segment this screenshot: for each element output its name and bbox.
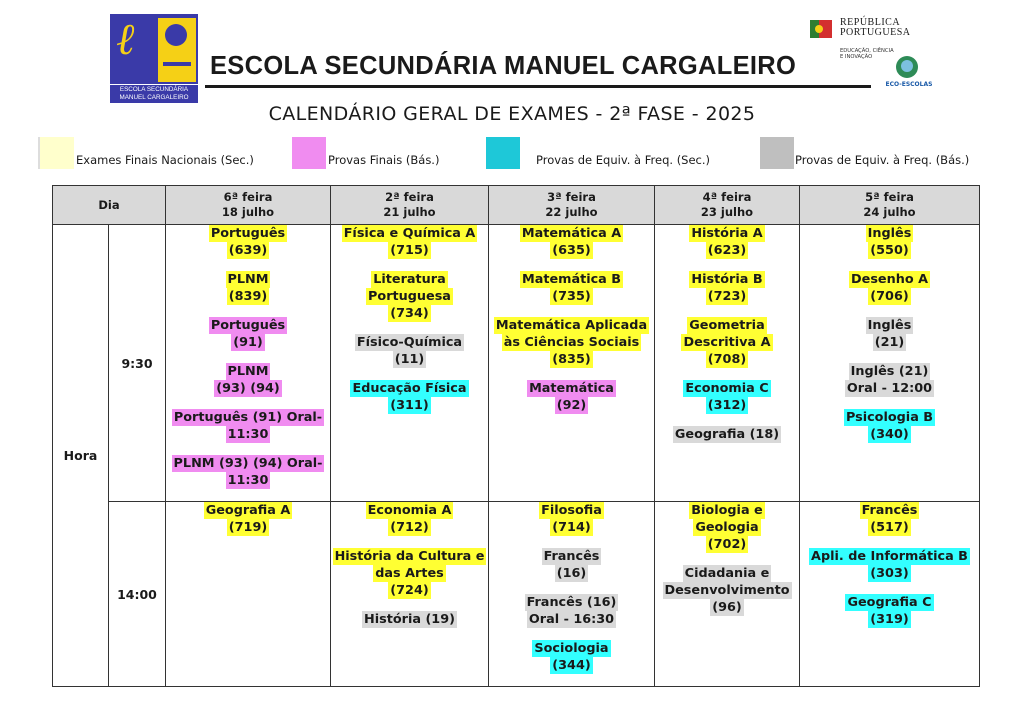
exam-entry-line: História A (691, 226, 763, 241)
header-rule (205, 85, 871, 88)
exam-entry-line: Matemática B (521, 272, 622, 287)
legend-swatch (486, 137, 520, 169)
exam-entry-line: Desenvolvimento (664, 583, 790, 598)
exam-cell (489, 502, 655, 687)
republic-line1: REPÚBLICA (840, 17, 901, 28)
exam-calendar-table (52, 185, 980, 687)
logo-caption (110, 85, 198, 103)
table-row-morning (53, 225, 980, 502)
day-header (800, 186, 980, 225)
exam-entry-line: Francês (16) (526, 595, 617, 610)
page-title: CALENDÁRIO GERAL DE EXAMES - 2ª FASE - 2025 (268, 103, 756, 125)
exam-entry-line: (706) (870, 289, 909, 304)
legend-label: Provas de Equiv. à Freq. (Bás.) (795, 153, 970, 167)
exam-entry (166, 409, 330, 443)
exam-entry-line: Cidadania e (684, 566, 770, 581)
exam-entry-line: (91) (233, 335, 263, 350)
exam-entry-line: (16) (556, 566, 587, 581)
exam-entry-line: (839) (228, 289, 268, 304)
exam-entry (655, 565, 799, 616)
exam-entry (655, 426, 799, 443)
weekday: 3ª feira (547, 190, 596, 204)
exam-entry-line: Português (91) Oral- (173, 410, 323, 425)
date: 24 julho (863, 205, 916, 219)
exam-entry-line: (517) (870, 520, 909, 535)
exam-entry-line: (96) (712, 600, 742, 615)
exam-entry-line: (734) (390, 306, 429, 321)
legend-item-exames-nacionais (38, 137, 288, 171)
legend-swatch (38, 137, 74, 169)
exam-entry-line: (714) (552, 520, 591, 535)
exam-entry-line: Matemática Aplicada (495, 318, 648, 333)
exam-entry (166, 225, 330, 259)
exam-entry-line: História da Cultura e (334, 549, 485, 564)
date: 18 julho (221, 205, 275, 219)
exam-entry (489, 502, 654, 536)
school-logo (110, 14, 198, 84)
exam-entry (331, 380, 488, 414)
exam-entry (489, 225, 654, 259)
exam-entry (331, 548, 488, 599)
weekday: 2ª feira (385, 190, 434, 204)
exam-entry-line: PLNM (93) (94) Oral- (173, 456, 323, 471)
ministry-line2: E INOVAÇÃO (840, 54, 873, 60)
ministry-line1: EDUCAÇÃO, CIÊNCIA (840, 48, 894, 54)
exam-entry (489, 380, 654, 414)
exam-entry (331, 271, 488, 322)
exam-entry-line: Geografia A (205, 503, 291, 518)
exam-entry-line: (303) (870, 566, 909, 581)
exam-entry (166, 502, 330, 536)
exam-entry-line: (723) (707, 289, 747, 304)
exam-entry-line: (11) (394, 352, 425, 367)
school-name: ESCOLA SECUNDÁRIA MANUEL CARGALEIRO (210, 52, 797, 80)
exam-entry-line: (715) (390, 243, 429, 258)
time-slot: 9:30 (109, 225, 166, 502)
exam-entry-line: História (19) (364, 612, 455, 627)
logo-bar (163, 62, 191, 66)
exam-cell (331, 225, 489, 502)
exam-entry-line: Físico-Química (356, 335, 463, 350)
exam-entry-line: Português (210, 226, 286, 241)
logo-caption-line2: MANUEL CARGALEIRO (119, 94, 189, 101)
exam-entry-line: Matemática A (521, 226, 622, 241)
exam-entry-line: (639) (228, 243, 268, 258)
exam-entry-line: (835) (552, 352, 591, 367)
exam-entry-line: Educação Física (352, 381, 467, 396)
exam-entry-line: (550) (870, 243, 909, 258)
legend-swatch (760, 137, 794, 169)
exam-cell (800, 225, 980, 502)
exam-entry-line: Economia C (685, 381, 769, 396)
exam-entry-line: Geografia C (847, 595, 932, 610)
legend-swatch (292, 137, 326, 169)
exam-entry (166, 271, 330, 305)
exam-entry (489, 548, 654, 582)
exam-entry (331, 611, 488, 628)
exam-entry-line: (719) (228, 520, 268, 535)
legend-item-provas-finais (292, 137, 472, 171)
exam-entry (655, 502, 799, 553)
legend-label: Exames Finais Nacionais (Sec.) (76, 153, 254, 167)
eco-label: ECO-ESCOLAS (885, 81, 933, 88)
exam-entry (489, 640, 654, 674)
exam-entry-line: Economia A (367, 503, 452, 518)
exam-entry-line: (312) (707, 398, 747, 413)
table-header-row (53, 186, 980, 225)
republic-line2: PORTUGUESA (840, 27, 911, 38)
exam-entry (800, 409, 979, 443)
exam-entry (331, 225, 488, 259)
exam-entry (800, 271, 979, 305)
date: 22 julho (545, 205, 598, 219)
exam-entry-line: (635) (552, 243, 591, 258)
table-row-afternoon (53, 502, 980, 687)
exam-entry-line: (344) (552, 658, 591, 673)
exam-entry-line: Inglês (867, 226, 912, 241)
exam-entry (166, 363, 330, 397)
exam-entry-line: (623) (707, 243, 747, 258)
exam-entry (331, 502, 488, 536)
portugal-flag-icon (810, 20, 832, 38)
exam-entry-line: Literatura (373, 272, 446, 287)
date: 21 julho (383, 205, 436, 219)
exam-entry-line: Oral - 16:30 (528, 612, 615, 627)
exam-entry (166, 455, 330, 489)
exam-entry (655, 380, 799, 414)
exam-entry-line: Sociologia (534, 641, 609, 656)
exam-entry-line: Francês (861, 503, 918, 518)
legend-item-equiv-sec (486, 137, 746, 171)
legend-label: Provas de Equiv. à Freq. (Sec.) (536, 153, 711, 167)
time-slot: 14:00 (109, 502, 166, 687)
exam-entry-line: (21) (874, 335, 905, 350)
exam-entry-line: Apli. de Informática B (811, 549, 968, 564)
exam-entry (800, 225, 979, 259)
day-header (166, 186, 331, 225)
logo-glyph: ℓ (116, 14, 135, 65)
exam-entry (331, 334, 488, 368)
exam-entry-line: Física e Química A (343, 226, 476, 241)
republic-text (840, 18, 911, 38)
exam-entry-line: Francês (543, 549, 600, 564)
legend-item-equiv-bas (760, 137, 1022, 171)
exam-entry-line: (708) (707, 352, 747, 367)
exam-entry-line: (319) (870, 612, 909, 627)
exam-entry (166, 317, 330, 351)
exam-entry (655, 317, 799, 368)
logo-caption-line1: ESCOLA SECUNDÁRIA (119, 86, 189, 93)
exam-cell (800, 502, 980, 687)
exam-entry (800, 502, 979, 536)
exam-entry-line: História B (691, 272, 763, 287)
exam-entry-line: PLNM (227, 364, 269, 379)
exam-entry-line: Inglês (21) (850, 364, 929, 379)
exam-entry (800, 594, 979, 628)
hora-label: Hora (53, 225, 109, 687)
exam-entry (800, 548, 979, 582)
exam-entry-line: às Ciências Sociais (503, 335, 640, 350)
exam-entry-line: Descritiva A (683, 335, 771, 350)
weekday: 4ª feira (702, 190, 752, 204)
exam-entry-line: Matemática (529, 381, 614, 396)
exam-entry-line: Psicologia B (845, 410, 934, 425)
exam-cell (655, 502, 800, 687)
exam-entry (655, 225, 799, 259)
exam-cell (331, 502, 489, 687)
exam-entry-line: Geometria (689, 318, 765, 333)
date: 23 julho (700, 205, 754, 219)
exam-entry-line: (311) (390, 398, 429, 413)
exam-entry (800, 363, 979, 397)
eco-escolas-logo (884, 54, 934, 90)
exam-entry-line: PLNM (227, 272, 269, 287)
exam-entry (489, 594, 654, 628)
day-header (489, 186, 655, 225)
exam-entry-line: Oral - 12:00 (846, 381, 933, 396)
exam-entry (800, 317, 979, 351)
exam-entry (489, 271, 654, 305)
exam-entry-line: (712) (390, 520, 429, 535)
day-header (331, 186, 489, 225)
exam-entry-line: (724) (390, 583, 429, 598)
exam-entry-line: (735) (552, 289, 591, 304)
weekday: 6ª feira (223, 190, 273, 204)
exam-entry-line: (93) (94) (216, 381, 280, 396)
logo-circle (165, 24, 187, 46)
exam-entry-line: Filosofia (541, 503, 602, 518)
exam-entry-line: Geografia (18) (674, 427, 780, 442)
exam-cell (166, 225, 331, 502)
exam-entry-line: Inglês (867, 318, 912, 333)
exam-entry-line: (340) (870, 427, 909, 442)
exam-cell (166, 502, 331, 687)
exam-entry-line: 11:30 (227, 473, 269, 488)
exam-entry (655, 271, 799, 305)
exam-entry-line: (92) (556, 398, 587, 413)
exam-entry (489, 317, 654, 368)
day-header (655, 186, 800, 225)
exam-cell (489, 225, 655, 502)
exam-entry-line: Portuguesa (368, 289, 451, 304)
exam-entry-line: Geologia (695, 520, 759, 535)
exam-entry-line: Desenho A (851, 272, 928, 287)
exam-cell (655, 225, 800, 502)
republic-logo (810, 16, 940, 60)
weekday: 5ª feira (865, 190, 914, 204)
dia-header: Dia (53, 186, 166, 225)
exam-entry-line: Português (210, 318, 286, 333)
exam-entry-line: das Artes (375, 566, 444, 581)
exam-entry-line: Biologia e (691, 503, 763, 518)
exam-entry-line: (702) (707, 537, 747, 552)
exam-entry-line: 11:30 (227, 427, 269, 442)
legend-label: Provas Finais (Bás.) (328, 153, 440, 167)
